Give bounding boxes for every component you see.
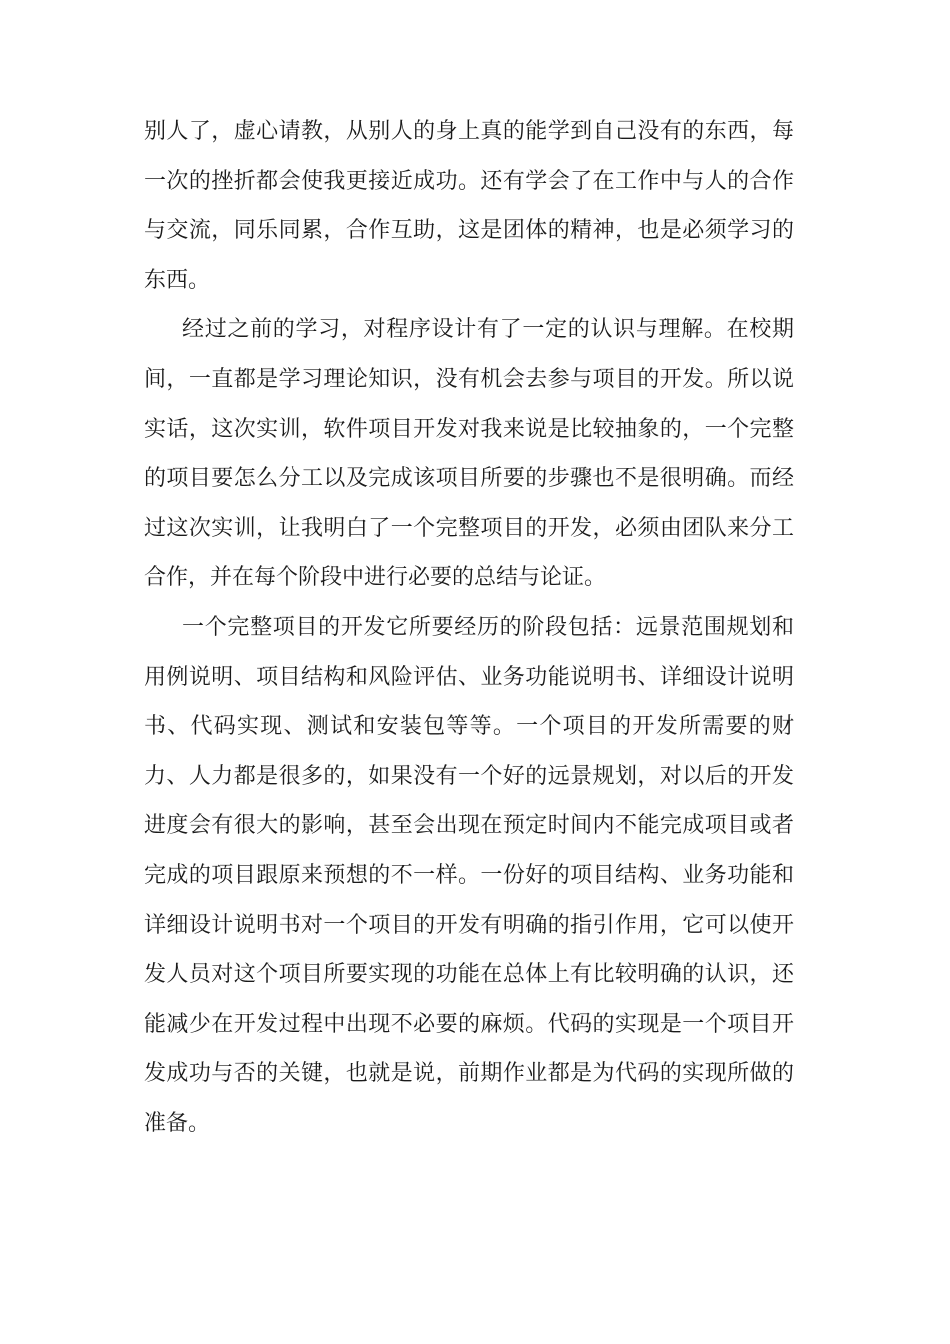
text-line: 一个完整项目的开发它所要经历的阶段包括：远景范围规划和 (182, 614, 794, 640)
text-line: 书、代码实现、测试和安装包等等。一个项目的开发所需要的财 (144, 714, 794, 740)
document-body (144, 107, 794, 1148)
text-line: 与交流，同乐同累，合作互助，这是团体的精神，也是必须学习的 (144, 218, 794, 244)
text-line: 过这次实训，让我明白了一个完整项目的开发，必须由团队来分工 (144, 515, 794, 541)
text-line: 发人员对这个项目所要实现的功能在总体上有比较明确的认识，还 (144, 962, 794, 988)
text-line: 别人了，虚心请教，从别人的身上真的能学到自己没有的东西，每 (144, 119, 794, 144)
text-line: 能减少在开发过程中出现不必要的麻烦。代码的实现是一个项目开 (144, 1011, 794, 1037)
text-line: 发成功与否的关键，也就是说，前期作业都是为代码的实现所做的 (144, 1061, 794, 1087)
text-line: 完成的项目跟原来预想的不一样。一份好的项目结构、业务功能和 (144, 862, 794, 888)
text-line: 进度会有很大的影响，甚至会出现在预定时间内不能完成项目或者 (144, 813, 794, 839)
text-line: 准备。 (144, 1110, 211, 1136)
text-line: 东西。 (144, 267, 211, 293)
text-line: 力、人力都是很多的，如果没有一个好的远景规划，对以后的开发 (144, 763, 794, 789)
text-line: 合作，并在每个阶段中进行必要的总结与论证。 (144, 565, 607, 591)
text-line: 经过之前的学习，对程序设计有了一定的认识与理解。在校期 (182, 317, 794, 343)
text-line: 详细设计说明书对一个项目的开发有明确的指引作用，它可以使开 (144, 912, 794, 938)
paragraph-2 (144, 305, 794, 603)
paragraph-3 (144, 603, 794, 1149)
text-line: 实话，这次实训，软件项目开发对我来说是比较抽象的，一个完整 (144, 416, 794, 442)
paragraph-1 (144, 107, 794, 305)
text-line: 用例说明、项目结构和风险评估、业务功能说明书、详细设计说明 (144, 664, 794, 690)
text-line: 间，一直都是学习理论知识，没有机会去参与项目的开发。所以说 (144, 366, 794, 392)
text-line: 一次的挫折都会使我更接近成功。还有学会了在工作中与人的合作 (144, 168, 794, 194)
text-line: 的项目要怎么分工以及完成该项目所要的步骤也不是很明确。而经 (144, 466, 794, 492)
